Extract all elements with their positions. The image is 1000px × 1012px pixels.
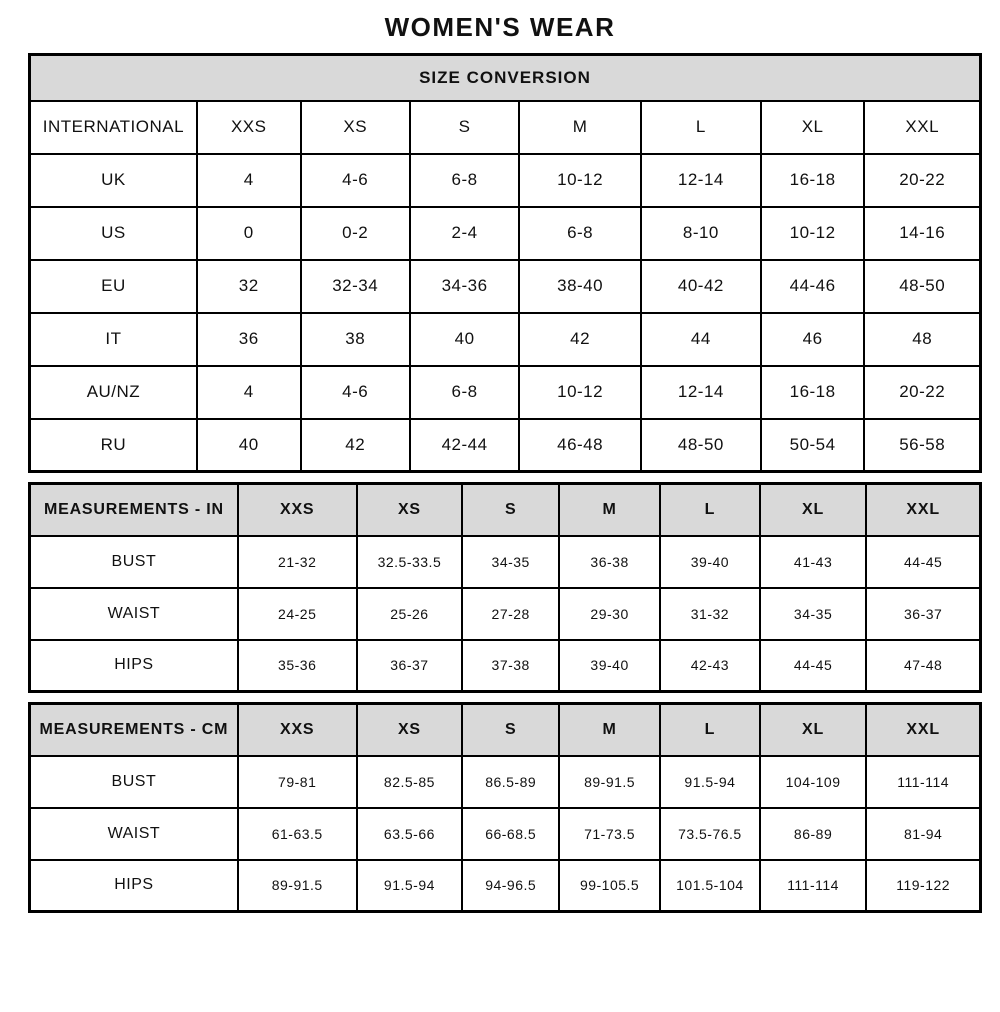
value-cell: 6-8 — [410, 366, 519, 419]
row-header-label: INTERNATIONAL — [30, 101, 197, 154]
column-header: M — [519, 101, 641, 154]
value-cell: 91.5-94 — [660, 756, 760, 808]
row-label: HIPS — [30, 640, 238, 692]
value-cell: 21-32 — [238, 536, 357, 588]
table-row — [30, 154, 981, 207]
value-cell: 0 — [197, 207, 301, 260]
column-header: XXL — [866, 484, 980, 536]
row-label: BUST — [30, 536, 238, 588]
value-cell: 44-45 — [760, 640, 867, 692]
table-row — [30, 808, 981, 860]
value-cell: 44-46 — [761, 260, 865, 313]
row-label: UK — [30, 154, 197, 207]
value-cell: 38 — [301, 313, 410, 366]
value-cell: 50-54 — [761, 419, 865, 472]
table-row — [30, 588, 981, 640]
value-cell: 42 — [519, 313, 641, 366]
column-header: XXL — [864, 101, 980, 154]
value-cell: 36-37 — [357, 640, 463, 692]
value-cell: 20-22 — [864, 366, 980, 419]
value-cell: 81-94 — [866, 808, 980, 860]
table-row — [30, 536, 981, 588]
value-cell: 86.5-89 — [462, 756, 559, 808]
value-cell: 34-35 — [760, 588, 867, 640]
measurements-in-table — [28, 482, 982, 693]
size-conversion-table — [28, 53, 982, 473]
measurements-cm-table — [28, 702, 982, 913]
column-header: L — [660, 484, 760, 536]
value-cell: 36-38 — [559, 536, 660, 588]
row-label: IT — [30, 313, 197, 366]
column-header: XXS — [238, 704, 357, 756]
value-cell: 104-109 — [760, 756, 867, 808]
value-cell: 39-40 — [559, 640, 660, 692]
row-label: RU — [30, 419, 197, 472]
value-cell: 4 — [197, 154, 301, 207]
row-label: WAIST — [30, 808, 238, 860]
value-cell: 37-38 — [462, 640, 559, 692]
size-chart-page — [0, 12, 1000, 913]
value-cell: 89-91.5 — [238, 860, 357, 912]
value-cell: 41-43 — [760, 536, 867, 588]
value-cell: 4-6 — [301, 154, 410, 207]
table-row — [30, 207, 981, 260]
table-title: SIZE CONVERSION — [30, 55, 981, 101]
column-header: M — [559, 704, 660, 756]
column-header: XXS — [197, 101, 301, 154]
value-cell: 35-36 — [238, 640, 357, 692]
value-cell: 6-8 — [410, 154, 519, 207]
value-cell: 40-42 — [641, 260, 761, 313]
value-cell: 8-10 — [641, 207, 761, 260]
value-cell: 48-50 — [864, 260, 980, 313]
row-label: HIPS — [30, 860, 238, 912]
column-header: XL — [760, 704, 867, 756]
value-cell: 101.5-104 — [660, 860, 760, 912]
column-header: XL — [760, 484, 867, 536]
value-cell: 4-6 — [301, 366, 410, 419]
column-header: M — [559, 484, 660, 536]
column-header: S — [462, 704, 559, 756]
value-cell: 86-89 — [760, 808, 867, 860]
value-cell: 56-58 — [864, 419, 980, 472]
value-cell: 44 — [641, 313, 761, 366]
value-cell: 10-12 — [761, 207, 865, 260]
value-cell: 42-43 — [660, 640, 760, 692]
column-header: XS — [357, 704, 463, 756]
table-row — [30, 366, 981, 419]
value-cell: 27-28 — [462, 588, 559, 640]
value-cell: 66-68.5 — [462, 808, 559, 860]
row-label: WAIST — [30, 588, 238, 640]
value-cell: 42-44 — [410, 419, 519, 472]
value-cell: 36-37 — [866, 588, 980, 640]
value-cell: 32 — [197, 260, 301, 313]
value-cell: 31-32 — [660, 588, 760, 640]
row-label: AU/NZ — [30, 366, 197, 419]
column-header: XS — [357, 484, 463, 536]
table-row — [30, 419, 981, 472]
table-row — [30, 860, 981, 912]
value-cell: 16-18 — [761, 154, 865, 207]
value-cell: 89-91.5 — [559, 756, 660, 808]
value-cell: 46 — [761, 313, 865, 366]
value-cell: 40 — [197, 419, 301, 472]
value-cell: 63.5-66 — [357, 808, 463, 860]
value-cell: 14-16 — [864, 207, 980, 260]
value-cell: 25-26 — [357, 588, 463, 640]
value-cell: 46-48 — [519, 419, 641, 472]
table-row — [30, 756, 981, 808]
value-cell: 39-40 — [660, 536, 760, 588]
column-header: XL — [761, 101, 865, 154]
value-cell: 44-45 — [866, 536, 980, 588]
value-cell: 34-35 — [462, 536, 559, 588]
value-cell: 48-50 — [641, 419, 761, 472]
column-header: XS — [301, 101, 410, 154]
value-cell: 94-96.5 — [462, 860, 559, 912]
value-cell: 6-8 — [519, 207, 641, 260]
value-cell: 71-73.5 — [559, 808, 660, 860]
value-cell: 32-34 — [301, 260, 410, 313]
column-header: L — [641, 101, 761, 154]
value-cell: 20-22 — [864, 154, 980, 207]
value-cell: 111-114 — [760, 860, 867, 912]
value-cell: 12-14 — [641, 366, 761, 419]
value-cell: 36 — [197, 313, 301, 366]
column-header: XXL — [866, 704, 980, 756]
value-cell: 4 — [197, 366, 301, 419]
value-cell: 79-81 — [238, 756, 357, 808]
column-header: XXS — [238, 484, 357, 536]
value-cell: 99-105.5 — [559, 860, 660, 912]
value-cell: 73.5-76.5 — [660, 808, 760, 860]
page-title: WOMEN'S WEAR — [384, 12, 616, 42]
value-cell: 29-30 — [559, 588, 660, 640]
column-header: S — [462, 484, 559, 536]
value-cell: 12-14 — [641, 154, 761, 207]
row-label: BUST — [30, 756, 238, 808]
value-cell: 82.5-85 — [357, 756, 463, 808]
value-cell: 24-25 — [238, 588, 357, 640]
value-cell: 40 — [410, 313, 519, 366]
table-row — [30, 640, 981, 692]
table-row — [30, 313, 981, 366]
value-cell: 38-40 — [519, 260, 641, 313]
value-cell: 119-122 — [866, 860, 980, 912]
value-cell: 34-36 — [410, 260, 519, 313]
value-cell: 61-63.5 — [238, 808, 357, 860]
column-header: L — [660, 704, 760, 756]
value-cell: 42 — [301, 419, 410, 472]
value-cell: 32.5-33.5 — [357, 536, 463, 588]
value-cell: 16-18 — [761, 366, 865, 419]
value-cell: 111-114 — [866, 756, 980, 808]
value-cell: 2-4 — [410, 207, 519, 260]
value-cell: 10-12 — [519, 154, 641, 207]
value-cell: 0-2 — [301, 207, 410, 260]
table-title: MEASUREMENTS - CM — [30, 704, 238, 756]
table-title: MEASUREMENTS - IN — [30, 484, 238, 536]
row-label: EU — [30, 260, 197, 313]
value-cell: 10-12 — [519, 366, 641, 419]
value-cell: 48 — [864, 313, 980, 366]
row-label: US — [30, 207, 197, 260]
value-cell: 91.5-94 — [357, 860, 463, 912]
value-cell: 47-48 — [866, 640, 980, 692]
table-row — [30, 260, 981, 313]
column-header: S — [410, 101, 519, 154]
